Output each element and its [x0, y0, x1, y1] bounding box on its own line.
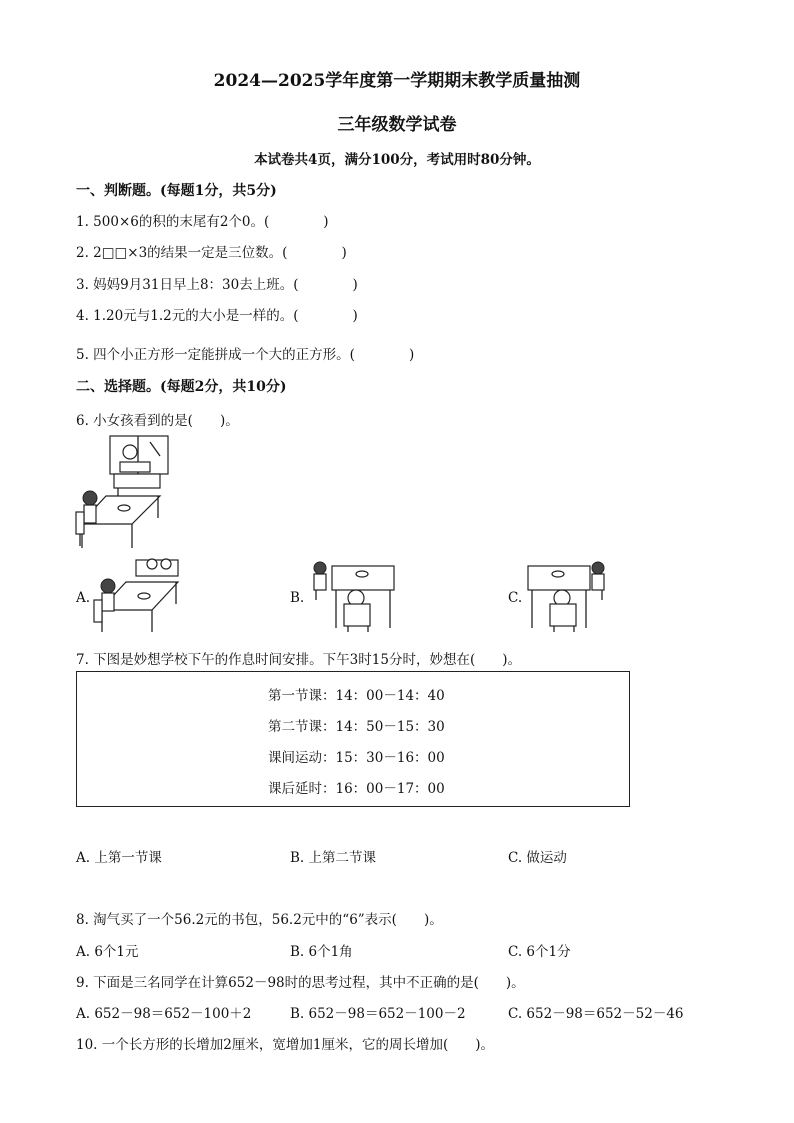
question-9-stem: 9. 下面是三名同学在计算652－98时的思考过程，其中不正确的是( )。: [76, 975, 525, 991]
q6-option-a-label[interactable]: A.: [76, 590, 91, 606]
q6-option-b-illustration[interactable]: [310, 556, 400, 634]
schedule-line-4: 课后延时：16：00－17：00: [268, 781, 445, 797]
q7-option-c[interactable]: C. 做运动: [508, 850, 567, 866]
section2-heading: 二、选择题。(每题2分，共10分): [76, 379, 287, 395]
q8-option-b[interactable]: B. 6个1角: [290, 944, 353, 960]
question-1: 1. 500×6的积的末尾有2个0。( ): [76, 214, 329, 230]
question-4: 4. 1.20元与1.2元的大小是一样的。( ): [76, 308, 358, 324]
q7-option-b[interactable]: B. 上第二节课: [290, 850, 377, 866]
q8-option-a[interactable]: A. 6个1元: [76, 944, 139, 960]
schedule-line-2: 第二节课：14：50－15：30: [268, 719, 445, 735]
q7-option-a[interactable]: A. 上第一节课: [76, 850, 162, 866]
q6-option-c-label[interactable]: C.: [508, 590, 523, 606]
question-10-stem: 10. 一个长方形的长增加2厘米，宽增加1厘米，它的周长增加( )。: [76, 1037, 494, 1053]
question-2: 2. 2□□×3的结果一定是三位数。( ): [76, 245, 347, 261]
q9-option-c[interactable]: C. 652－98＝652－52－46: [508, 1006, 684, 1022]
q6-option-c-illustration[interactable]: [524, 556, 614, 634]
q8-option-c[interactable]: C. 6个1分: [508, 944, 571, 960]
classroom-scene-illustration: [74, 434, 170, 552]
q6-option-a-illustration[interactable]: [92, 556, 182, 634]
question-6-stem: 6. 小女孩看到的是( )。: [76, 413, 239, 429]
exam-note: 本试卷共4页，满分100分，考试用时80分钟。: [254, 152, 540, 168]
schedule-line-3: 课间运动：15：30－16：00: [268, 750, 445, 766]
q9-option-b[interactable]: B. 652－98＝652－100－2: [290, 1006, 466, 1022]
exam-subtitle: 三年级数学试卷: [337, 115, 457, 135]
exam-title: 2024—2025学年度第一学期期末教学质量抽测: [213, 71, 581, 91]
question-8-stem: 8. 淘气买了一个56.2元的书包，56.2元中的“6”表示( )。: [76, 912, 443, 928]
section1-heading: 一、判断题。(每题1分，共5分): [76, 183, 277, 199]
q9-option-a[interactable]: A. 652－98＝652－100＋2: [76, 1006, 252, 1022]
question-5: 5. 四个小正方形一定能拼成一个大的正方形。( ): [76, 347, 415, 363]
question-3: 3. 妈妈9月31日早上8：30去上班。( ): [76, 277, 358, 293]
question-7-stem: 7. 下图是妙想学校下午的作息时间安排。下午3时15分时，妙想在( )。: [76, 652, 521, 668]
schedule-line-1: 第一节课：14：00－14：40: [268, 688, 445, 704]
q6-option-b-label[interactable]: B.: [290, 590, 305, 606]
